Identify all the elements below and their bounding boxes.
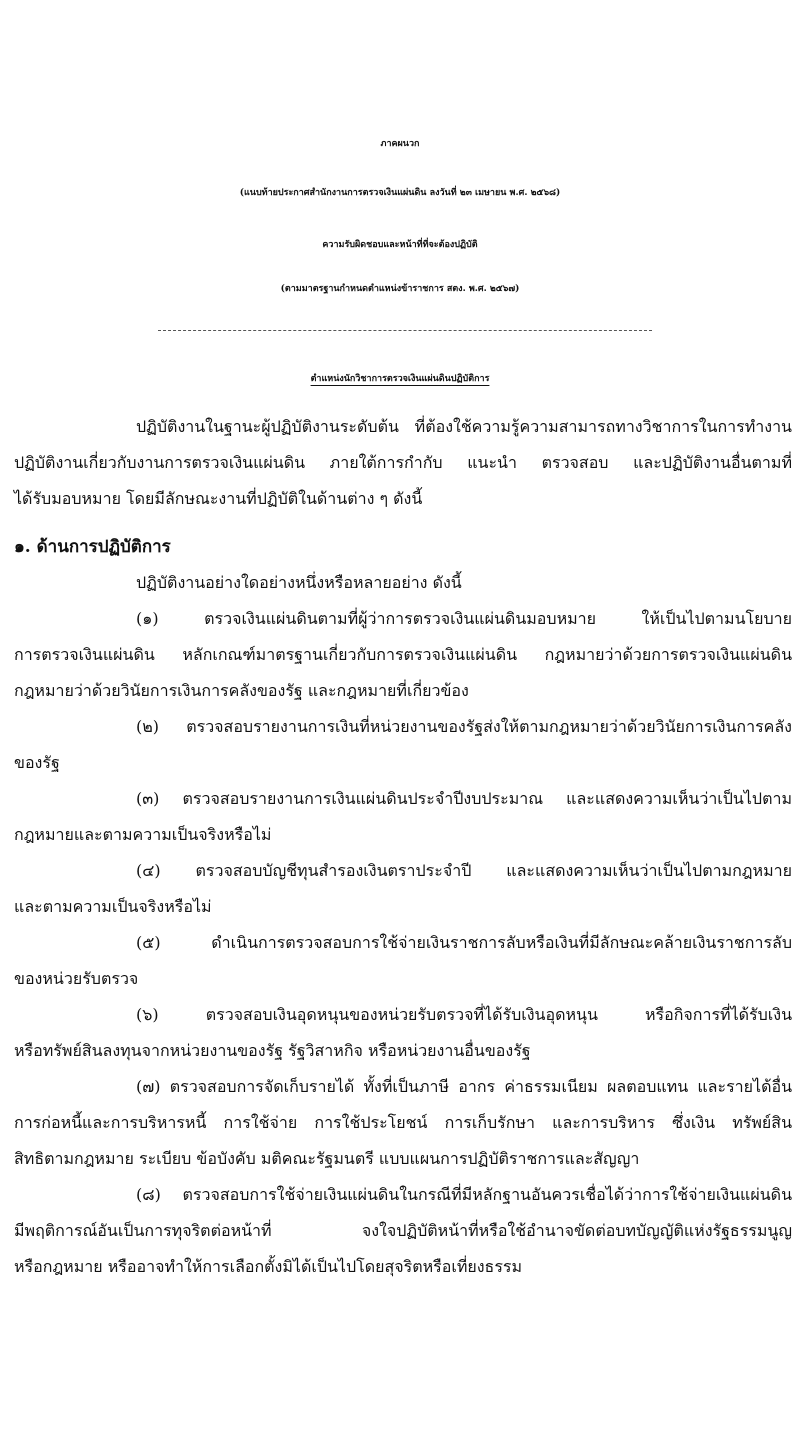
document-subtitle: (แนบท้ายประกาศสำนักงานการตรวจเงินแผ่นดิน ลงวันที่ ๒๓ เมษายน พ.ศ. ๒๕๖๘)	[239, 188, 561, 198]
item-1-line-1: (๑) ตรวจเงินแผ่นดินตามที่ผู้ว่าการตรวจเงินแผ่นดินมอบหมาย ให้เป็นไปตามนโยบาย	[136, 609, 792, 628]
position-title: ตำแหน่งนักวิชาการตรวจเงินแผ่นดินปฏิบัติการ	[310, 374, 490, 384]
dashed-divider	[158, 330, 652, 331]
item-8-line-3: หรือกฎหมาย หรืออาจทำให้การเลือกตั้งมิได้เป็นไปโดยสุจริตหรือเที่ยงธรรม	[14, 1257, 523, 1276]
item-8-line-2: มีพฤติการณ์อันเป็นการทุจริตต่อหน้าที่ จงใจปฏิบัติหน้าที่หรือใช้อำนาจขัดต่อบทบัญญัติแห่งรัฐธรรมนูญ	[14, 1221, 792, 1240]
item-5-line-2: ของหน่วยรับตรวจ	[14, 969, 139, 988]
item-5-line-1: (๕) ดำเนินการตรวจสอบการใช้จ่ายเงินราชการลับหรือเงินที่มีลักษณะคล้ายเงินราชการลับ	[136, 933, 792, 952]
intro-line-2: ปฏิบัติงานเกี่ยวกับงานการตรวจเงินแผ่นดิน ภายใต้การกำกับ แนะนำ ตรวจสอบ และปฏิบัติงานอื่นตามที่	[14, 453, 792, 472]
item-8-line-1: (๘) ตรวจสอบการใช้จ่ายเงินแผ่นดินในกรณีที่มีหลักฐานอันควรเชื่อได้ว่าการใช้จ่ายเงินแผ่นดิน	[136, 1185, 792, 1204]
item-6-line-1: (๖) ตรวจสอบเงินอุดหนุนของหน่วยรับตรวจที่ได้รับเงินอุดหนุน หรือกิจการที่ได้รับเงิน	[136, 1005, 792, 1024]
item-2-line-2: ของรัฐ	[14, 753, 60, 772]
section-1-lead: ปฏิบัติงานอย่างใดอย่างหนึ่งหรือหลายอย่าง ดังนี้	[136, 573, 462, 592]
section-1-heading: ๑. ด้านการปฏิบัติการ	[14, 537, 171, 557]
item-6-line-2: หรือทรัพย์สินลงทุนจากหน่วยงานของรัฐ รัฐวิสาหกิจ หรือหน่วยงานอื่นของรัฐ	[14, 1041, 531, 1060]
item-7-line-2: การก่อหนี้และการบริหารหนี้ การใช้จ่าย การใช้ประโยชน์ การเก็บรักษา และการบริหาร ซึ่งเงิน ทรัพย์สิน	[14, 1113, 792, 1132]
item-7-line-1: (๗) ตรวจสอบการจัดเก็บรายได้ ทั้งที่เป็นภาษี อากร ค่าธรรมเนียม ผลตอบแทน และรายได้อื่น	[136, 1077, 792, 1096]
standard-reference: (ตามมาตรฐานกำหนดตำแหน่งข้าราชการ สตง. พ.ศ. ๒๕๖๗)	[280, 284, 520, 294]
document-title: ภาคผนวก	[380, 139, 420, 149]
item-3-line-2: กฎหมายและตามความเป็นจริงหรือไม่	[14, 825, 272, 844]
item-3-line-1: (๓) ตรวจสอบรายงานการเงินแผ่นดินประจำปีงบประมาณ และแสดงความเห็นว่าเป็นไปตาม	[136, 789, 792, 808]
item-1-line-3: กฎหมายว่าด้วยวินัยการเงินการคลังของรัฐ และกฎหมายที่เกี่ยวข้อง	[14, 681, 469, 700]
item-2-line-1: (๒) ตรวจสอบรายงานการเงินที่หน่วยงานของรัฐส่งให้ตามกฎหมายว่าด้วยวินัยการเงินการคลัง	[136, 717, 792, 736]
item-4-line-1: (๔) ตรวจสอบบัญชีทุนสำรองเงินตราประจำปี และแสดงความเห็นว่าเป็นไปตามกฎหมาย	[136, 861, 792, 880]
item-7-line-3: สิทธิตามกฎหมาย ระเบียบ ข้อบังคับ มติคณะรัฐมนตรี แบบแผนการปฏิบัติราชการและสัญญา	[14, 1149, 640, 1168]
item-1-line-2: การตรวจเงินแผ่นดิน หลักเกณฑ์มาตรฐานเกี่ยวกับการตรวจเงินแผ่นดิน กฎหมายว่าด้วยการตรวจเงินแผ่นดิน	[14, 645, 792, 664]
responsibilities-heading: ความรับผิดชอบและหน้าที่ที่จะต้องปฏิบัติ	[322, 240, 478, 250]
intro-line-3: ได้รับมอบหมาย โดยมีลักษณะงานที่ปฏิบัติในด้านต่าง ๆ ดังนี้	[14, 489, 423, 508]
intro-line-1: ปฏิบัติงานในฐานะผู้ปฏิบัติงานระดับต้น ที่ต้องใช้ความรู้ความสามารถทางวิชาการในการทำงาน	[136, 417, 792, 436]
item-4-line-2: และตามความเป็นจริงหรือไม่	[14, 897, 212, 916]
